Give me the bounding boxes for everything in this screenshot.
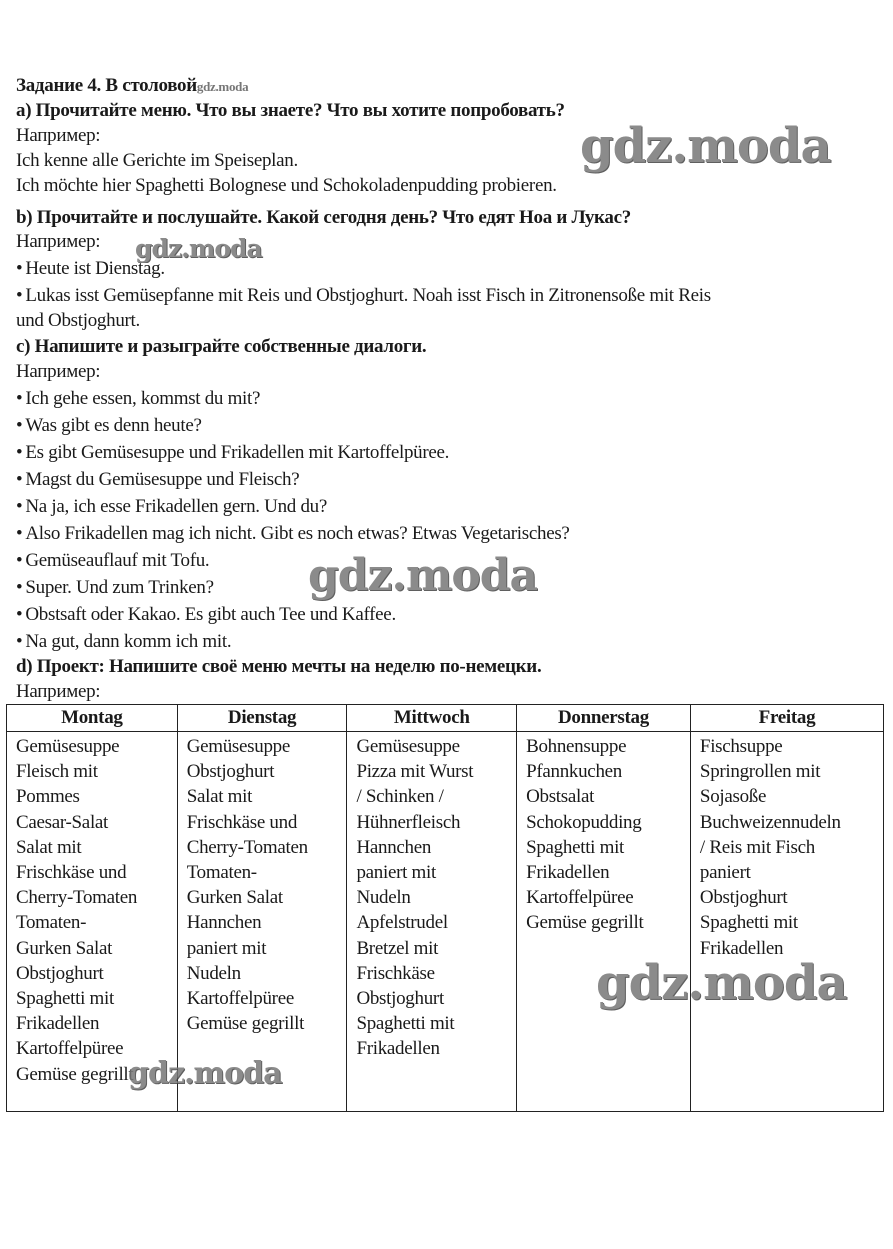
menu-item: paniert [699,862,751,884]
menu-item: Hannchen [356,836,432,858]
menu-item: / Schinken / [356,786,444,808]
section-b-bullet: • Lukas isst Gemüsepfanne mit Reis und Obstjoghurt. Noah isst Fisch in Zitronensoße mit Reis [16,285,711,307]
column-header-donnerstag: Donnerstag [517,705,691,732]
menu-item: Gemüsesuppe [16,736,120,757]
menu-item: Frischkäse und [16,862,127,884]
menu-item: Gurken Salat [16,937,113,959]
menu-item: Kartoffelpüree [526,887,634,909]
menu-item: Frikadellen [16,1013,100,1035]
menu-item: Frikadellen [699,937,784,959]
menu-item: Kartoffelpüree [186,988,294,1010]
section-a-line: Ich kenne alle Gerichte im Speiseplan. [16,150,298,171]
dialog-line: • Na gut, dann komm ich mit. [16,631,231,653]
table-header-row [7,705,884,732]
menu-item: Gemüse gegrillt [186,1013,305,1035]
menu-item: Gemüse gegrillt [526,912,644,934]
menu-cell-mittwoch [347,732,517,1112]
menu-item: Salat mit [16,836,82,858]
table-row [7,732,884,1112]
menu-item: Nudeln [356,887,411,909]
menu-item: paniert mit [186,937,267,959]
menu-item: Gemüsesuppe [186,736,290,757]
menu-item: Fleisch mit [16,761,98,783]
menu-cell-freitag [690,732,883,1112]
weekly-menu-table [6,704,884,1112]
menu-item: Gurken Salat [186,887,283,909]
menu-item: Hühnerfleisch [356,811,461,833]
task-title-text: Задание 4. В столовой [16,75,197,96]
section-c-example: Например: [16,361,101,382]
menu-item: Obstjoghurt [16,962,104,984]
menu-item: Cherry-Tomaten [16,887,138,909]
column-header-freitag: Freitag [690,705,883,732]
menu-item: Nudeln [186,962,241,984]
menu-item: Kartoffelpüree [16,1038,124,1060]
menu-item: Hannchen [186,912,262,934]
menu-item: Salat mit [186,786,253,808]
menu-item: Spaghetti mit [699,912,798,934]
dialog-line: • Na ja, ich esse Frikadellen gern. Und du? [16,496,327,518]
menu-cell-donnerstag [517,732,691,1112]
menu-item: Gemüsesuppe [356,736,460,757]
column-header-dienstag: Dienstag [177,705,347,732]
menu-item: Pommes [16,786,80,808]
menu-item: Cherry-Tomaten [186,836,308,858]
menu-item: Tomaten- [16,912,87,934]
section-a-example: Например: [16,125,101,146]
menu-item: Obstjoghurt [186,761,275,783]
dialog-line: • Ich gehe essen, kommst du mit? [16,388,260,410]
menu-item: Fischsuppe [699,736,783,757]
section-b-heading: b) Прочитайте и послушайте. Какой сегодня день? Что едят Ноа и Лукас? [16,207,631,228]
menu-item: Sojasoße [699,786,767,808]
section-d-example: Например: [16,681,101,702]
dialog-line: • Obstsaft oder Kakao. Es gibt auch Tee und Kaffee. [16,604,396,626]
menu-item: Frikadellen [526,862,610,884]
watermark: gdz.moda [128,1056,282,1091]
menu-item: Gemüse gegrillt [16,1063,134,1085]
section-d-heading: d) Проект: Напишите своё меню мечты на неделю по-немецки. [16,656,542,677]
menu-item: Obstjoghurt [356,988,444,1010]
menu-item: Obstjoghurt [699,887,788,909]
section-b-example: Например: [16,231,101,252]
menu-item: Pizza mit Wurst [356,761,474,783]
dialog-line: • Gemüseauflauf mit Tofu. [16,550,209,572]
dialog-line: • Also Frikadellen mag ich nicht. Gibt es noch etwas? Etwas Vegetarisches? [16,523,570,545]
menu-item: Buchweizennudeln [699,811,841,833]
watermark: gdz.moda [135,234,262,263]
menu-item: paniert mit [356,862,436,884]
dialog-line: • Was gibt es denn heute? [16,415,202,437]
menu-item: Frischkäse [356,962,435,984]
menu-item: Spaghetti mit [526,836,625,858]
menu-item: Tomaten- [186,862,257,884]
task-title [16,75,248,97]
section-b-continuation: und Obstjoghurt. [16,310,140,331]
menu-item: Spaghetti mit [16,988,114,1010]
section-b-bullet: • Heute ist Dienstag. [16,258,165,280]
watermark-small: gdz.moda [196,79,249,94]
menu-item: Bohnensuppe [526,736,627,757]
menu-item: Obstsalat [526,786,595,808]
watermark: gdz.moda [596,955,847,1011]
menu-item: Springrollen mit [699,761,821,783]
menu-cell-montag [7,732,178,1112]
menu-item: Bretzel mit [356,937,439,959]
dialog-line: • Es gibt Gemüsesuppe und Frikadellen mit Kartoffelpüree. [16,442,449,464]
menu-item: Schokopudding [526,811,642,833]
menu-cell-dienstag [177,732,347,1112]
watermark: gdz.moda [580,118,831,174]
section-c-heading: c) Напишите и разыграйте собственные диалоги. [16,336,427,357]
menu-item: Apfelstrudel [356,912,448,934]
dialog-line: • Super. Und zum Trinken? [16,577,214,599]
menu-item: Pfannkuchen [526,761,622,783]
menu-item: Frischkäse und [186,811,298,833]
watermark: gdz.moda [308,550,538,601]
section-a-heading: a) Прочитайте меню. Что вы знаете? Что вы хотите попробовать? [16,100,565,121]
menu-item: Spaghetti mit [356,1013,455,1035]
column-header-mittwoch: Mittwoch [347,705,517,732]
column-header-montag: Montag [7,705,178,732]
menu-item: / Reis mit Fisch [699,836,815,858]
section-a-line: Ich möchte hier Spaghetti Bolognese und Schokoladenpudding probieren. [16,175,557,196]
dialog-line: • Magst du Gemüsesuppe und Fleisch? [16,469,299,491]
menu-item: Caesar-Salat [16,811,109,833]
menu-item: Frikadellen [356,1038,440,1060]
